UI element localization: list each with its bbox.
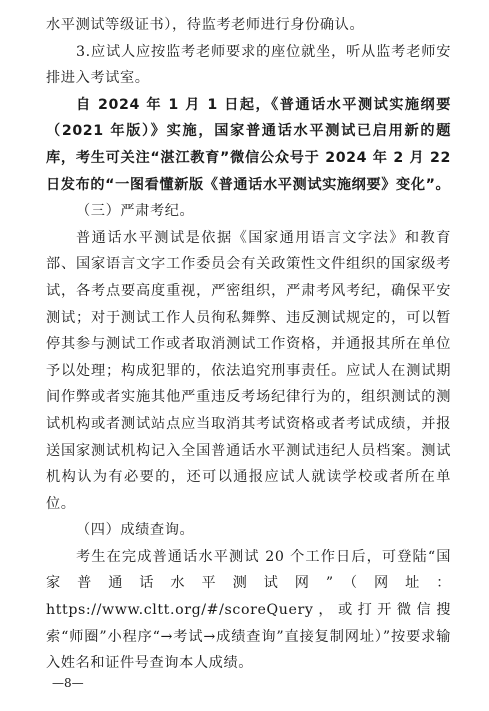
page-number: —8— <box>52 676 84 690</box>
paragraph-discipline: 普通话水平测试是依据《国家通用语言文字法》和教育部、国家语言文字工作委员会有关政策性文件组织的国家级考试，各考点要高度重视，严密组织，严肃考风考纪，确保平安测试；对于测试工作人员徇私舞弊、违反测试规定的，可以暂停其参与测试工作或者取消测试工作资格，并通报其所在单位予以处理；构成犯罪的，依法追究刑事责任。应试人在测试期间作弊或者实施其他严重违反考场纪律行为的，组织测试的测试机构或者测试站点应当取消其考试资格或者考试成绩，并报送国家测试机构记入全国普通话水平测试违纪人员档案。测试机构认为有必要的，还可以通报应试人就读学校或者所在单位。 <box>46 229 451 512</box>
document-page <box>46 12 451 677</box>
section-heading-discipline: （三）严肃考纪。 <box>76 203 195 220</box>
paragraph-new-syllabus-notice: 自 2024 年 1 月 1 日起，《普通话水平测试实施纲要（2021 年版）》实施，国家普通话水平测试已启用新的题库，考生可关注“湛江教育”微信公众号于 2024 年 2 月 22 日发布的“一图看懂新版《普通话水平测试实施纲要》变化”。 <box>46 96 451 193</box>
section-heading-score-query: （四）成绩查询。 <box>76 522 195 539</box>
paragraph-continued: 水平测试等级证书），待监考老师进行身份确认。 <box>46 17 365 33</box>
paragraph-seating-rule: 3.应试人应按监考老师要求的座位就坐，听从监考老师安排进入考试室。 <box>46 43 451 87</box>
paragraph-score-query: 考生在完成普通话水平测试 20 个工作日后，可登陆“国家普通话水平测试网”（网址：https://www.cltt.org/#/scoreQuery，或打开微信搜索“师圈”小程序“→考试→成绩查询”直接复制网址）”按要求输入姓名和证件号查询本人成绩。 <box>46 548 451 672</box>
